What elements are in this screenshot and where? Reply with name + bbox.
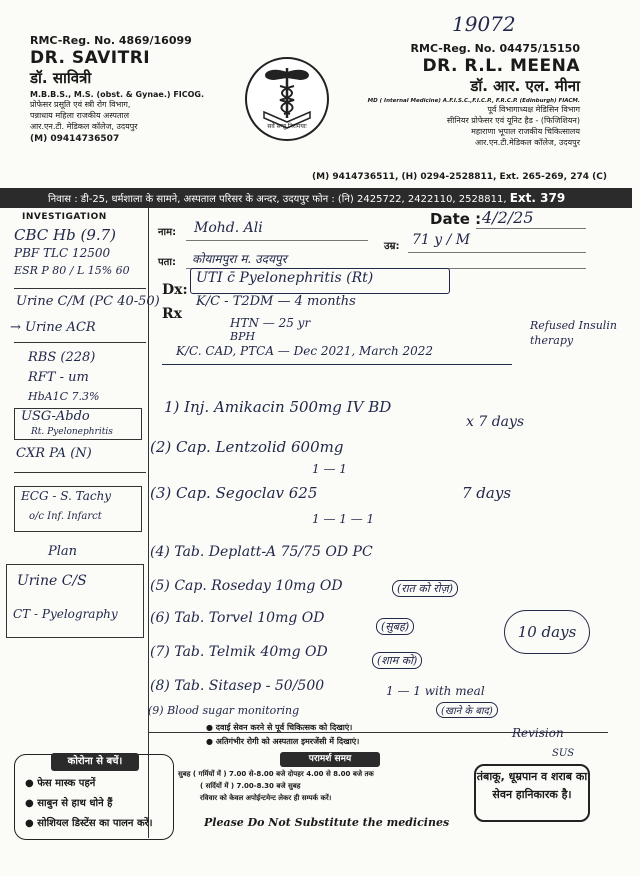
inv-item: Urine C/S bbox=[17, 573, 87, 589]
ecg-box bbox=[14, 486, 142, 532]
inv-item: o/c Inf. Infarct bbox=[29, 511, 102, 522]
medication-5: (5) Cap. Roseday 10mg OD bbox=[150, 578, 343, 594]
med-num: 4 bbox=[155, 544, 165, 560]
investigation-top-group bbox=[14, 226, 146, 280]
dx-line: UTI c̄ Pyelonephritis (Rt) bbox=[196, 270, 374, 286]
med-dose: 1 — 1 — 1 bbox=[312, 512, 375, 526]
inv-item: CBC Hb (9.7) bbox=[14, 226, 117, 244]
doctor-left-line1: प्रोफेसर प्रसूति एवं स्त्री रोग विभाग, bbox=[30, 100, 131, 109]
plan-label: Plan bbox=[48, 544, 78, 559]
warning-1-text: दवाई सेवन करने से पूर्व चिकित्सक को दिखाएं। bbox=[215, 723, 353, 732]
doctor-right-reg: RMC-Reg. No. 04475/15150 bbox=[410, 42, 580, 55]
tobacco-warning: तंबाकू, धूम्रपान व शराब का सेवन हानिकारक है। bbox=[474, 764, 590, 822]
medication-8: (8) Tab. Sitasep - 50/500 bbox=[150, 678, 325, 694]
name-line bbox=[186, 240, 368, 241]
corona-title: कोरोना से बचें। bbox=[51, 753, 139, 771]
doctor-right-name-hi: डॉ. आर. एल. मीना bbox=[470, 77, 580, 95]
doctor-left-line3: आर.एन.टी. मेडिकल कॉलेज, उदयपुर bbox=[30, 122, 138, 131]
doctor-right-line2: सीनियर प्रोफेसर एवं यूनिट हैड - (फिजिशियन) bbox=[446, 116, 580, 125]
med-num: 3 bbox=[155, 484, 166, 502]
duration-ten-days: 10 days bbox=[504, 610, 590, 654]
inv-item: CT - Pyelography bbox=[13, 607, 118, 621]
dx-symbol: Dx: bbox=[162, 282, 188, 298]
substitute-note: Please Do Not Substitute the medicines bbox=[204, 816, 450, 829]
doctor-right-block bbox=[318, 42, 580, 148]
med-text: Cap. Segoclav 625 bbox=[176, 484, 318, 502]
rx-symbol: Rx bbox=[162, 306, 182, 322]
medication-7: (7) Tab. Telmik 40mg OD bbox=[150, 644, 328, 660]
duration-seven-days-b: 7 days bbox=[462, 484, 512, 502]
medication-1: 1) Inj. Amikacin 500mg IV BD bbox=[164, 398, 392, 416]
date-line bbox=[476, 228, 586, 229]
med-num: 9 bbox=[152, 704, 160, 717]
name-value: Mohd. Ali bbox=[194, 220, 263, 236]
doctor-right-line4: आर.एन.टी.मेडिकल कॉलेज, उदयपुर bbox=[474, 138, 580, 147]
inv-item: CXR PA (N) bbox=[16, 446, 92, 461]
address-value: कोयामपुरा म. उदयपुर bbox=[192, 252, 287, 266]
med-text: Tab. Deplatt-A 75/75 OD PC bbox=[174, 544, 373, 560]
med-num: 1 bbox=[164, 398, 174, 416]
consult-line-2: ( सर्दियों में ) 7.00-8.30 बजे सुबह bbox=[200, 782, 301, 790]
medication-3: (3) Cap. Segoclav 625 bbox=[150, 484, 318, 502]
address-text: निवास : डी-25, धर्मशाला के सामने, अस्पताल परिसर के अन्दर, उदयपुर फोन : (नि) 2425722, 2422110, 2528811, bbox=[48, 194, 507, 205]
doctor-right-quals: MD ( Internal Medicine) A.F.I.S.C.,F.I.C.P., F.R.C.P. (Edinburgh) FIACM. bbox=[367, 98, 580, 104]
doctor-left-name: DR. SAVITRI bbox=[30, 48, 151, 68]
inv-item: USG-Abdo bbox=[21, 409, 90, 424]
refused-insulin-note: Refused Insulin therapy bbox=[530, 319, 617, 347]
doctor-left-name-hi: डॉ. सावित्री bbox=[30, 69, 92, 87]
logo-caption: सर्वे सन्तु निरामयाः bbox=[267, 123, 307, 130]
age-value: 71 y / M bbox=[412, 232, 471, 248]
med-num: 6 bbox=[155, 610, 165, 626]
dx-line: K/C - T2DM — 4 months bbox=[196, 294, 356, 309]
dx-divider bbox=[162, 364, 512, 365]
med-num: 5 bbox=[155, 578, 165, 594]
age-line bbox=[408, 252, 586, 253]
medication-9: (9) Blood sugar monitoring bbox=[148, 704, 300, 717]
serial-number: 19072 bbox=[452, 12, 516, 36]
corona-item-text: साबुन से हाथ धोने हैं bbox=[37, 798, 113, 809]
dx-line: HTN — 25 yr bbox=[230, 316, 311, 330]
inv-item: RBS (228) bbox=[28, 350, 96, 365]
med-text: Tab. Sitasep - 50/500 bbox=[174, 678, 325, 694]
inv-item: → Urine ACR bbox=[10, 320, 96, 335]
usg-box bbox=[14, 408, 142, 440]
corona-box bbox=[14, 754, 174, 840]
investigation-header: INVESTIGATION bbox=[22, 212, 107, 222]
corona-item-text: फेस मास्क पहनें bbox=[37, 778, 96, 789]
inv-item: PBF TLC 12500 bbox=[14, 246, 111, 260]
dx-line: K/C. CAD, PTCA — Dec 2021, March 2022 bbox=[176, 344, 434, 358]
med-dose: 1 — 1 bbox=[312, 462, 347, 476]
doctor-left-line2: पन्नाधाय महिला राजकीय अस्पताल bbox=[30, 111, 129, 120]
med-text: Blood sugar monitoring bbox=[167, 704, 300, 717]
inv-item: HbA1C 7.3% bbox=[28, 390, 100, 403]
medication-2: (2) Cap. Lentzolid 600mg bbox=[150, 438, 344, 456]
warning-2: ● अतिगंभीर रोगी को अस्पताल इमरजेंसी में दिखाएं। bbox=[206, 737, 360, 746]
revision-note: Revision bbox=[512, 726, 564, 740]
corona-item: ● साबुन से हाथ धोने हैं bbox=[25, 798, 113, 809]
warning-2-text: अतिगंभीर रोगी को अस्पताल इमरजेंसी में दिखाएं। bbox=[215, 737, 360, 746]
inv-divider bbox=[14, 288, 146, 289]
inv-divider bbox=[14, 472, 146, 473]
warning-1: ● दवाई सेवन करने से पूर्व चिकित्सक को दिखाएं। bbox=[206, 723, 353, 732]
med-num: 7 bbox=[155, 644, 165, 660]
duration-seven-days-a: x 7 days bbox=[466, 414, 525, 430]
name-label: नाम: bbox=[158, 227, 177, 238]
med-text: Inj. Amikacin 500mg IV BD bbox=[184, 398, 392, 416]
address-bar bbox=[0, 188, 632, 208]
corona-item: ● फेस मास्क पहनें bbox=[25, 778, 96, 789]
med-num: 2 bbox=[155, 438, 166, 456]
inv-item: Urine C/M (PC 40-50) bbox=[16, 294, 160, 309]
plan-box bbox=[6, 564, 144, 638]
med-dose: 1 — 1 with meal bbox=[386, 684, 485, 698]
consult-line-1: सुबह ( गर्मियों में ) 7.00 से-8.00 बजे दोपहर 4.00 से 8.00 बजे तक bbox=[178, 770, 374, 778]
doctor-left-quals: M.B.B.S., M.S. (obst. & Gynae.) FICOG. bbox=[30, 90, 205, 99]
age-label: उम्र: bbox=[384, 241, 400, 252]
medication-4: (4) Tab. Deplatt-A 75/75 OD PC bbox=[150, 544, 373, 560]
med-text: Cap. Lentzolid 600mg bbox=[176, 438, 344, 456]
medication-6: (6) Tab. Torvel 10mg OD bbox=[150, 610, 325, 626]
med-text: Cap. Roseday 10mg OD bbox=[174, 578, 343, 594]
doctor-right-name: DR. R.L. MEENA bbox=[422, 56, 580, 76]
med-num: 8 bbox=[155, 678, 165, 694]
doctor-left-phone: (M) 09414736507 bbox=[30, 134, 120, 144]
med-timing: (सुबह) bbox=[376, 618, 414, 635]
address-ext: Ext. 379 bbox=[509, 191, 566, 205]
date-label: Date : bbox=[430, 210, 482, 228]
signature: SUS bbox=[552, 748, 575, 759]
doctor-right-phones: (M) 9414736511, (H) 0294-2528811, Ext. 265-269, 274 (C) bbox=[312, 172, 607, 182]
consult-line-3: रविवार को केवल अपोईन्टमेन्ट लेकर ही सम्पर्क करें। bbox=[200, 794, 332, 802]
date-value: 4/2/25 bbox=[482, 208, 534, 227]
inv-item: RFT - um bbox=[28, 370, 89, 385]
med-timing: (शाम को) bbox=[372, 652, 422, 669]
consult-title: परामर्श समय bbox=[280, 752, 380, 767]
doctor-right-line1: पूर्व विभागाध्यक्ष मेडिसिन विभाग bbox=[487, 105, 580, 114]
inv-item: Rt. Pyelonephritis bbox=[31, 427, 113, 437]
address-label: पता: bbox=[158, 257, 176, 268]
corona-item: ● सोशियल डिस्टेंस का पालन करें। bbox=[25, 818, 153, 829]
inv-item: ESR P 80 / L 15% 60 bbox=[14, 264, 130, 277]
inv-item: ECG - S. Tachy bbox=[21, 489, 112, 503]
corona-item-text: सोशियल डिस्टेंस का पालन करें। bbox=[37, 818, 153, 829]
med-text: Tab. Torvel 10mg OD bbox=[174, 610, 325, 626]
doctor-left-reg: RMC-Reg. No. 4869/16099 bbox=[30, 34, 192, 47]
doctor-left-block bbox=[30, 34, 250, 144]
med-text: Tab. Telmik 40mg OD bbox=[174, 644, 328, 660]
inv-divider bbox=[14, 342, 146, 343]
med-timing: (खाने के बाद) bbox=[436, 702, 498, 718]
dx-line: BPH bbox=[230, 330, 256, 343]
doctor-right-line3: महाराणा भूपाल राजकीय चिकित्सालय bbox=[471, 127, 580, 136]
med-timing: (रात को रोज़) bbox=[392, 580, 458, 597]
